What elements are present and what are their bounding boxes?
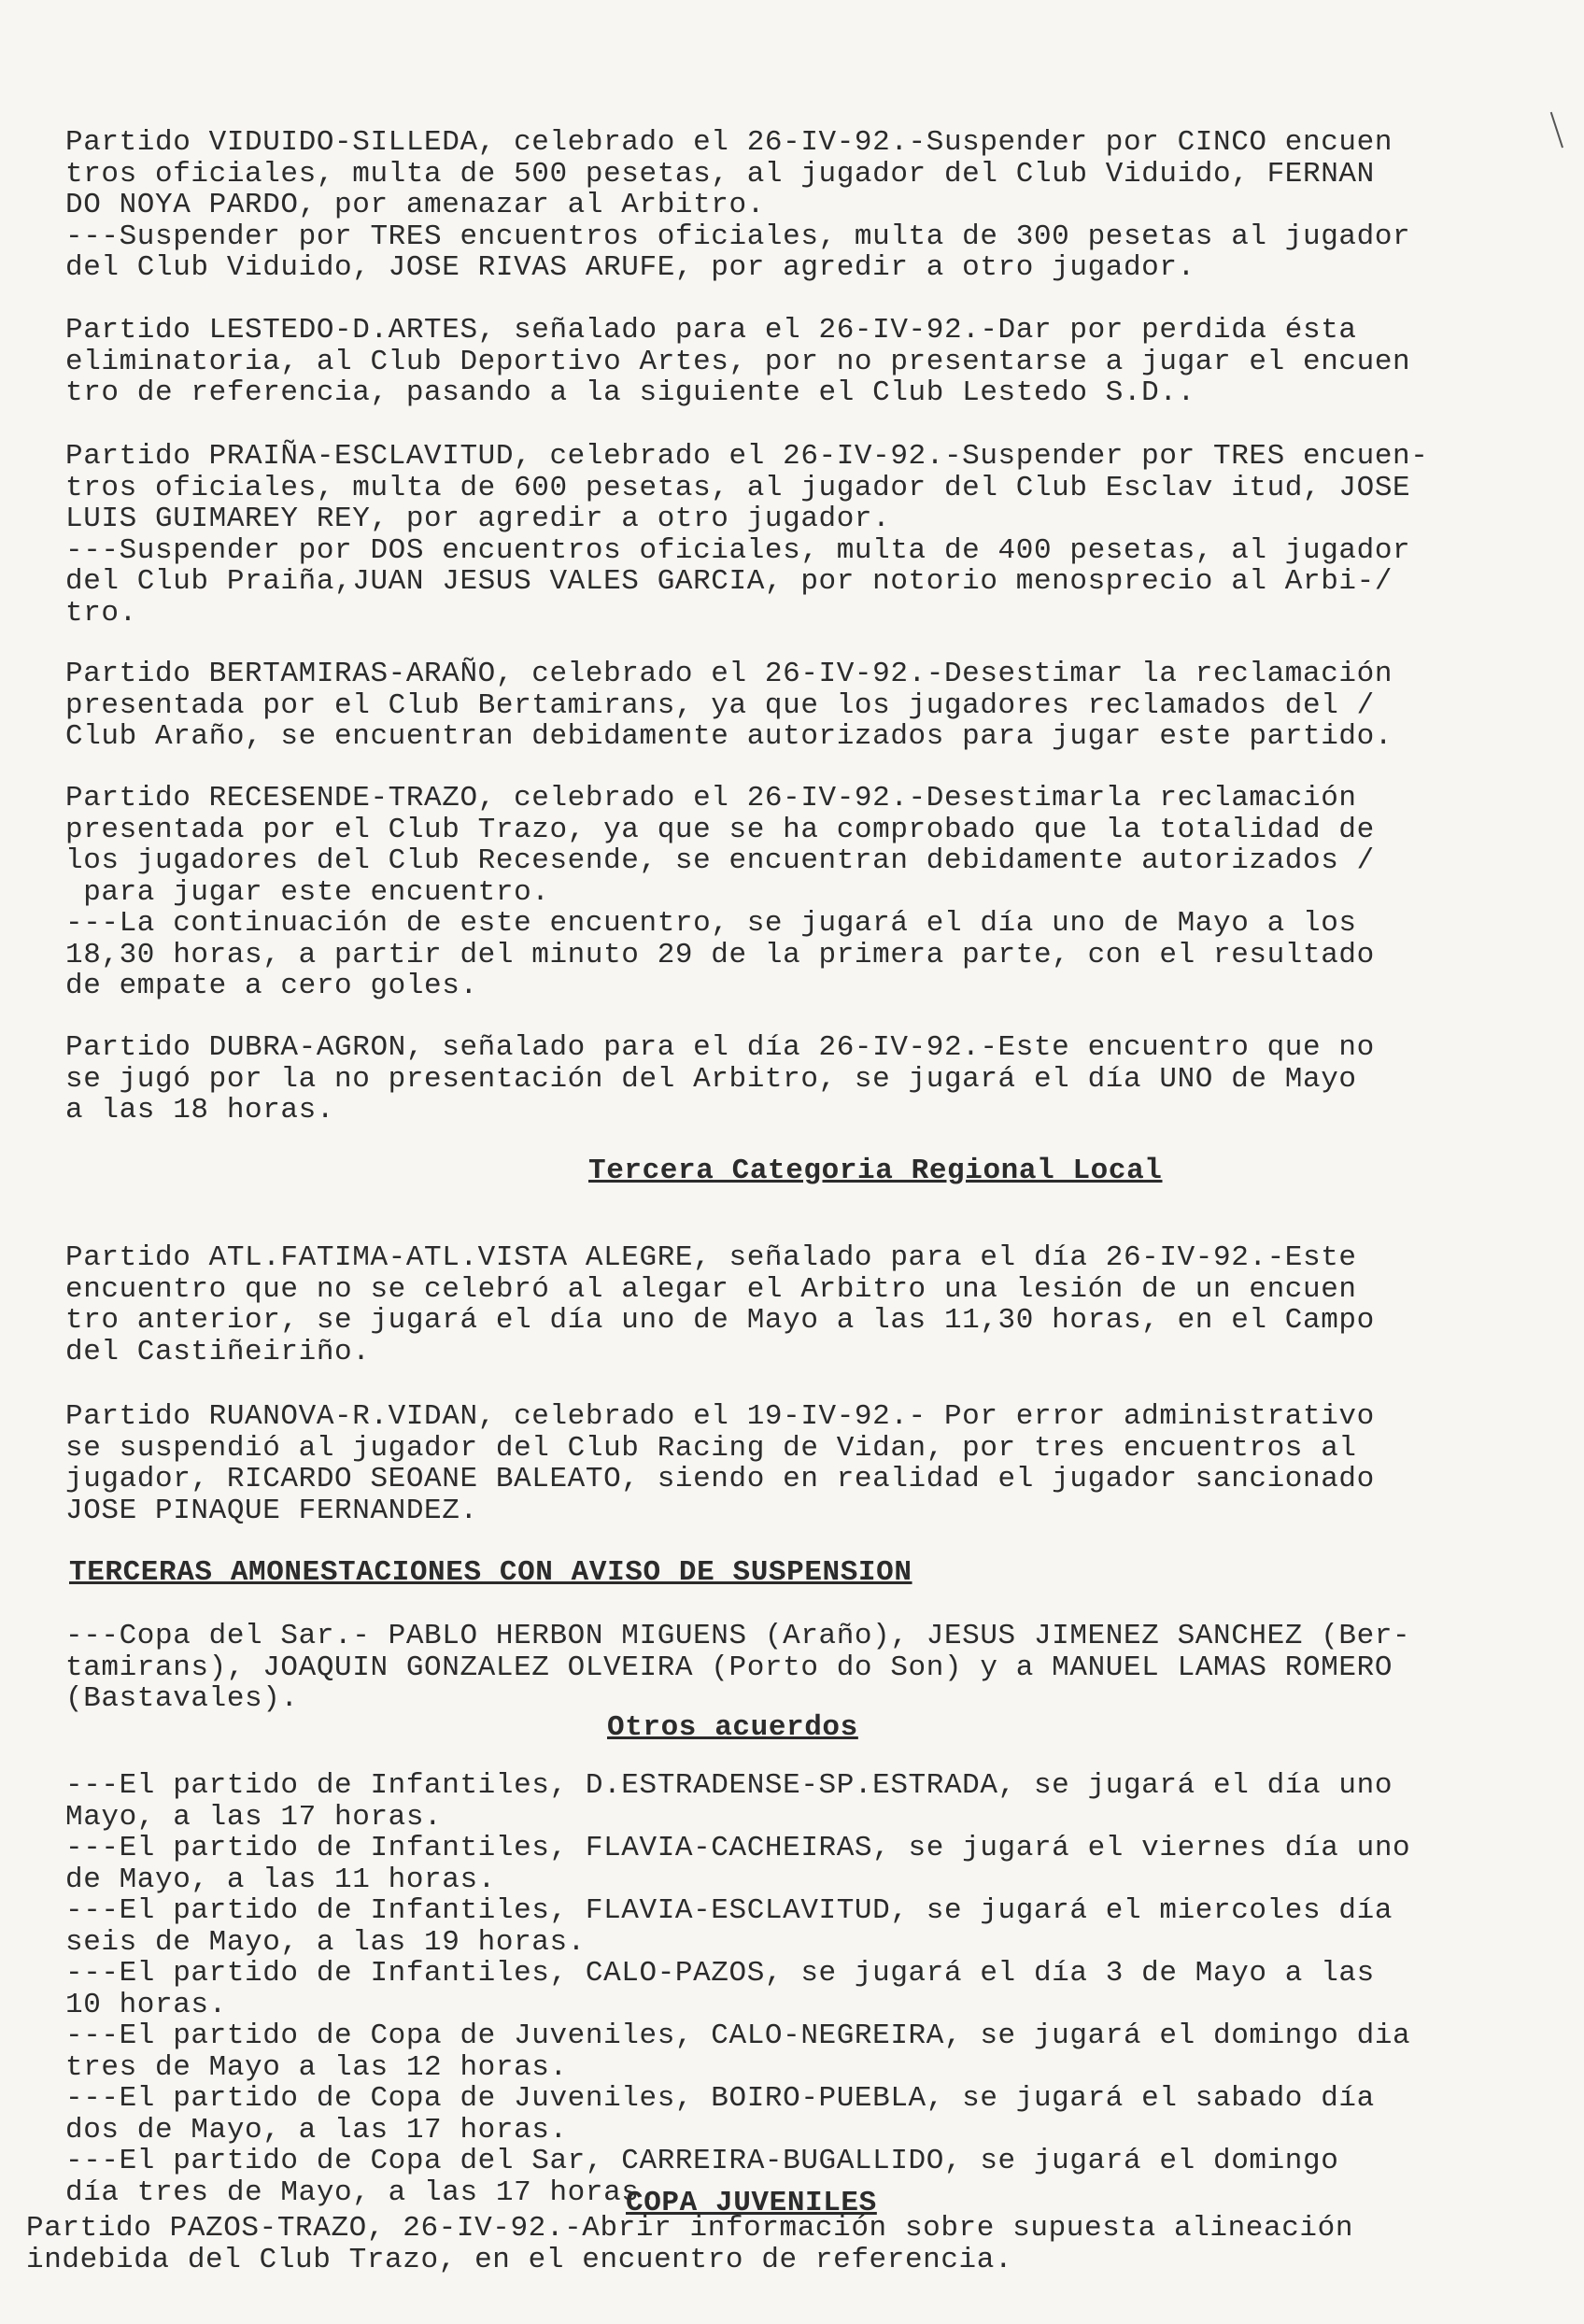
paragraph-lestedo-artes: Partido LESTEDO-D.ARTES, señalado para el 26-IV-92.-Dar por perdida ésta eliminatoria, al Club Deportivo Artes, por no presentarse a jugar el encuen tro de referencia, pasando a la siguiente el Club Lestedo S.D..: [65, 314, 1411, 409]
paragraph-praina-esclavitud: Partido PRAIÑA-ESCLAVITUD, celebrado el 26-IV-92.-Suspender por TRES encuen- tros oficiales, multa de 600 pesetas, al jugador del Club Esclav itud, JOSE LUIS GUIMAREY REY, por agredir a otro jugador. ---Suspender por DOS encuentros oficiales, multa de 400 pesetas, al jugador del Club Praiña,JUAN JESUS VALES GARCIA, por notorio menosprecio al Arbi-/ tro.: [65, 440, 1429, 630]
paragraph-pazos-trazo: Partido PAZOS-TRAZO, 26-IV-92.-Abrir información sobre supuesta alineación indebida del Club Trazo, en el encuentro de referencia.: [26, 2212, 1354, 2276]
heading-terceras-amonestaciones: TERCERAS AMONESTACIONES CON AVISO DE SUSPENSION: [69, 1556, 912, 1589]
paragraph-recesende-trazo: Partido RECESENDE-TRAZO, celebrado el 26-IV-92.-Desestimarla reclamación presentada por el Club Trazo, ya que se ha comprobado que la totalidad de los jugadores del Club Recesende, se encuentran debidamente autorizados / para jugar este encuentro. ---La continuación de este encuentro, se jugará el día uno de Mayo a los 18,30 horas, a partir del minuto 29 de la primera parte, con el resultado de empate a cero goles.: [65, 782, 1375, 1002]
paragraph-bertamiras-arano: Partido BERTAMIRAS-ARAÑO, celebrado el 26-IV-92.-Desestimar la reclamación presentada por el Club Bertamirans, ya que los jugadores reclamados del / Club Araño, se encuentran debidamente autorizados para jugar este partido.: [65, 658, 1393, 753]
paragraph-fatima-vista-alegre: Partido ATL.FATIMA-ATL.VISTA ALEGRE, señalado para el día 26-IV-92.-Este encuentro que no se celebró al alegar el Arbitro una lesión de un encuen tro anterior, se jugará el día uno de Mayo a las 11,30 horas, en el Campo del Castiñeiriño.: [65, 1241, 1375, 1368]
heading-otros-acuerdos: Otros acuerdos: [607, 1711, 858, 1744]
paragraph-viduido-silleda: Partido VIDUIDO-SILLEDA, celebrado el 26-IV-92.-Suspender por CINCO encuen tros oficiales, multa de 500 pesetas, al jugador del Club Viduido, FERNAN DO NOYA PARDO, por amenazar al Arbitro. ---Suspender por TRES encuentros oficiales, multa de 300 pesetas al jugador del Club Viduido, JOSE RIVAS ARUFE, por agredir a otro jugador.: [65, 126, 1411, 284]
paragraph-dubra-agron: Partido DUBRA-AGRON, señalado para el día 26-IV-92.-Este encuentro que no se jugó por la no presentación del Arbitro, se jugará el día UNO de Mayo a las 18 horas.: [65, 1031, 1375, 1127]
heading-copa-juveniles: COPA JUVENILES: [626, 2187, 877, 2219]
heading-tercera-categoria: Tercera Categoria Regional Local: [588, 1155, 1163, 1187]
otros-acuerdos-list: ---El partido de Infantiles, D.ESTRADENSE-SP.ESTRADA, se jugará el día uno Mayo, a las 17 horas. ---El partido de Infantiles, FLAVIA-CACHEIRAS, se jugará el viernes día uno de Mayo, a las 11 horas. ---El partido de Infantiles, FLAVIA-ESCLAVITUD, se jugará el miercoles día seis de Mayo, a las 19 horas. ---El partido de Infantiles, CALO-PAZOS, se jugará el día 3 de Mayo a las 10 horas. ---El partido de Copa de Juveniles, CALO-NEGREIRA, se jugará el domingo dia tres de Mayo a las 12 horas. ---El partido de Copa de Juveniles, BOIRO-PUEBLA, se jugará el sabado día dos de Mayo, a las 17 horas. ---El partido de Copa del Sar, CARREIRA-BUGALLIDO, se jugará el domingo día tres de Mayo, a las 17 horas.: [65, 1769, 1411, 2209]
margin-pen-mark: [1545, 112, 1563, 150]
amonestaciones-copa-del-sar: ---Copa del Sar.- PABLO HERBON MIGUENS (Araño), JESUS JIMENEZ SANCHEZ (Ber- tamirans), JOAQUIN GONZALEZ OLVEIRA (Porto do Son) y a MANUEL LAMAS ROMERO (Bastavales).: [65, 1620, 1411, 1715]
paragraph-ruanova-vidan: Partido RUANOVA-R.VIDAN, celebrado el 19-IV-92.- Por error administrativo se suspendió al jugador del Club Racing de Vidan, por tres encuentros al jugador, RICARDO SEOANE BALEATO, siendo en realidad el jugador sancionado JOSE PINAQUE FERNANDEZ.: [65, 1400, 1375, 1527]
